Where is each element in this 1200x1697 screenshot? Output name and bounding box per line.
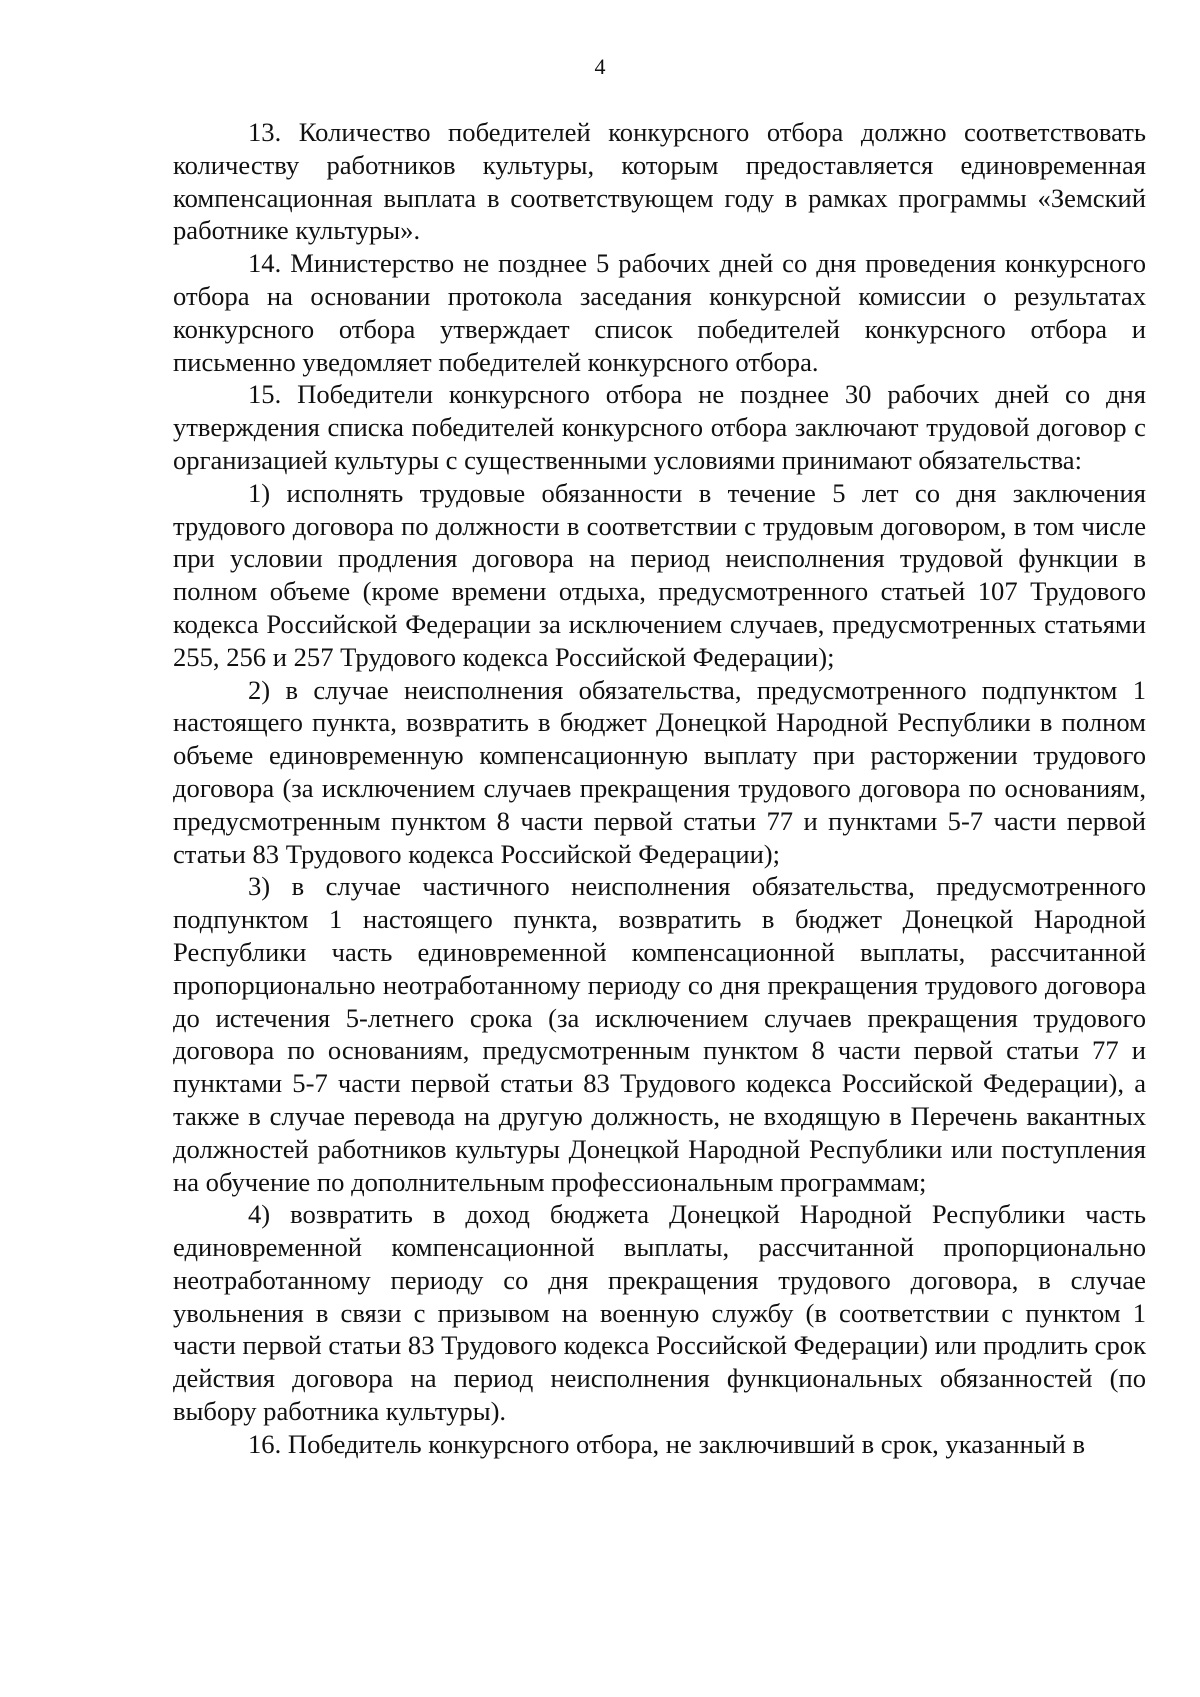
paragraph-14: 14. Министерство не позднее 5 рабочих дней со дня проведения конкурсного отбора на основании протокола заседания конкурсной комиссии о результатах конкурсного отбора утверждает список победителей конкурсного отбора и письменно уведомляет победителей конкурсного отбора. xyxy=(173,248,1146,377)
paragraph-15-item-3: 3) в случае частичного неисполнения обязательства, предусмотренного подпунктом 1 настоящего пункта, возвратить в бюджет Донецкой Народной Республики часть единовременной компенсационной выплаты, рассчитанной пропорционально неотработанному периоду со дня прекращения трудового договора до истечения 5-летнего срока (за исключением случаев прекращения трудового договора по основаниям, предусмотренным пунктом 8 части первой статьи 77 и пунктами 5-7 части первой статьи 83 Трудового кодекса Российской Федерации), а также в случае перевода на другую должность, не входящую в Перечень вакантных должностей работников культуры Донецкой Народной Республики или поступления на обучение по дополнительным профессиональным программам; xyxy=(173,871,1146,1197)
paragraph-13: 13. Количество победителей конкурсного отбора должно соответствовать количеству работников культуры, которым предоставляется единовременная компенсационная выплата в соответствующем году в рамках программы «Земский работнике культуры». xyxy=(173,117,1146,246)
paragraph-15: 15. Победители конкурсного отбора не позднее 30 рабочих дней со дня утверждения списка победителей конкурсного отбора заключают трудовой договор с организацией культуры с существенными условиями принимают обязательства: xyxy=(173,379,1146,475)
paragraph-16: 16. Победитель конкурсного отбора, не заключивший в срок, указанный в xyxy=(248,1428,1086,1459)
document-body xyxy=(173,116,1146,1461)
paragraph-15-item-1: 1) исполнять трудовые обязанности в течение 5 лет со дня заключения трудового договора по должности в соответствии с трудовым договором, в том числе при условии продления договора на период неисполнения трудовой функции в полном объеме (кроме времени отдыха, предусмотренного статьей 107 Трудового кодекса Российской Федерации за исключением случаев, предусмотренных статьями 255, 256 и 257 Трудового кодекса Российской Федерации); xyxy=(173,477,1146,672)
paragraph-15-item-2: 2) в случае неисполнения обязательства, предусмотренного подпунктом 1 настоящего пункта, возвратить в бюджет Донецкой Народной Республики в полном объеме единовременную компенсационную выплату при расторжении трудового договора (за исключением случаев прекращения трудового договора по основаниям, предусмотренным пунктом 8 части первой статьи 77 и пунктами 5-7 части первой статьи 83 Трудового кодекса Российской Федерации); xyxy=(173,674,1146,869)
page-number: 4 xyxy=(594,54,606,79)
paragraph-15-item-4: 4) возвратить в доход бюджета Донецкой Народной Республики часть единовременной компенсационной выплаты, рассчитанной пропорционально неотработанному периоду со дня прекращения трудового договора, в случае увольнения в связи с призывом на военную службу (в соответствии с пунктом 1 части первой статьи 83 Трудового кодекса Российской Федерации) или продлить срок действия договора на период неисполнения функциональных обязанностей (по выбору работника культуры). xyxy=(173,1199,1146,1427)
